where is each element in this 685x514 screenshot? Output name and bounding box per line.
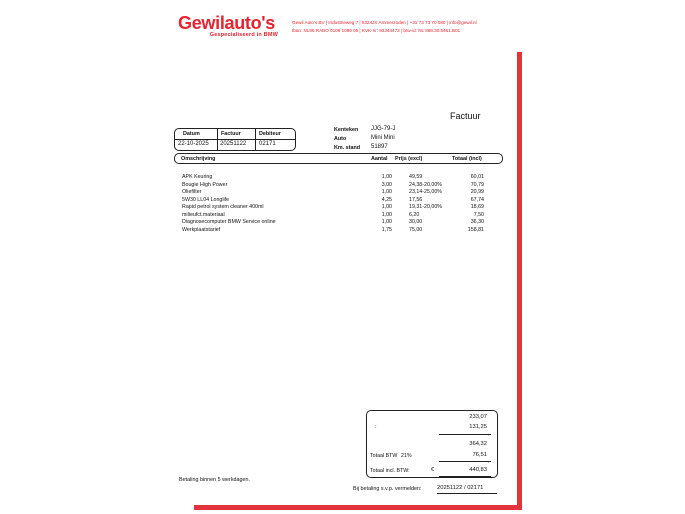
vehicle-plate-value: JJG-79-J <box>371 126 396 132</box>
vehicle-car-value: Mini Mini <box>371 135 395 141</box>
line-qty: 4,25 <box>381 196 392 203</box>
line-qty: 1,00 <box>381 219 392 225</box>
header-invoice: Factuur <box>221 131 241 137</box>
value-date: 22-10-2025 <box>178 141 209 147</box>
payment-reference-value: 20251122 / 02171 <box>437 485 484 491</box>
vehicle-car-label: Auto <box>334 136 347 142</box>
line-price: 24,38-20,00% <box>409 181 442 188</box>
line-total: 70,79 <box>470 181 484 188</box>
totals-row2-label: : <box>375 424 377 430</box>
totals-vat-label: Totaal BTW <box>370 453 398 459</box>
reference-underline <box>437 493 497 494</box>
totals-subtotal: 364,32 <box>469 441 487 447</box>
red-border-bottom <box>194 505 522 510</box>
company-bank-line: Iban: NL86 RABO 0106 1089 05 | KVK-nr: 93344473 | btw-id: NL 866.30.5461.B01 <box>292 28 461 33</box>
line-total: 7,50 <box>473 211 484 218</box>
company-address-line: Gewil Auto's BV | Industrieweg 7 | 5324JX Ammerzoden | +31 73 73 70 080 | info@gewil.nl <box>292 20 477 25</box>
totals-sum-incl: 233,07 <box>469 414 487 420</box>
line-price: 75,00 <box>409 226 423 233</box>
header-date: Datum <box>183 131 200 137</box>
line-price: 6,20 <box>409 211 420 218</box>
line-total: 60,01 <box>470 174 484 180</box>
line-total: 20,99 <box>470 189 484 195</box>
line-price: 49,59 <box>409 174 423 180</box>
col-description: Omschrijving <box>181 155 216 162</box>
col-total: Totaal (incl) <box>452 155 482 162</box>
totals-vat-value: 76,51 <box>472 452 487 458</box>
line-qty: 1,00 <box>381 174 392 180</box>
payment-reference-label: Bij betaling s.v.p. vermelden: <box>353 486 422 492</box>
totals-grand-label: Totaal incl. BTW: <box>370 468 410 474</box>
payment-terms: Betaling binnen 5 werkdagen. <box>179 477 251 483</box>
totals-grand-value: 440,83 <box>469 467 487 473</box>
line-price: 23,14-25,00% <box>409 189 442 195</box>
line-description: 5W30 LL04 Longlife <box>182 196 230 203</box>
line-description: Werkplaatstarief <box>182 226 221 233</box>
line-price: 19,31-20,00% <box>409 204 442 210</box>
line-qty: 1,00 <box>381 189 392 195</box>
line-description: Rapid petrol system cleaner 400ml <box>182 204 264 210</box>
line-qty: 1,00 <box>381 204 392 210</box>
line-price: 17,56 <box>409 196 423 203</box>
totals-row2-value: 131,25 <box>469 424 487 430</box>
logo-name: Gewilauto's <box>178 13 276 33</box>
line-description: APK Keuring <box>182 174 213 180</box>
line-description: Diagnosecomputer BMW Service online <box>182 219 276 225</box>
invoice-info-box <box>174 128 296 151</box>
line-qty: 1,75 <box>381 226 392 233</box>
col-price: Prijs (excl) <box>395 155 423 162</box>
line-total: 36,30 <box>470 219 484 225</box>
vehicle-plate-label: Kenteken <box>334 127 359 133</box>
line-qty: 1,00 <box>381 211 392 218</box>
company-logo <box>178 14 278 39</box>
line-description: Oliefilter <box>182 189 202 195</box>
line-total: 158,81 <box>467 226 484 233</box>
table-header-bar <box>174 153 503 164</box>
line-price: 30,00 <box>409 219 423 225</box>
line-description: Bougie High Power <box>182 181 228 188</box>
totals-currency: € <box>431 467 435 473</box>
totals-vat-rate: 21% <box>401 453 412 459</box>
line-total: 67,74 <box>470 196 484 203</box>
line-description: milieufct.materiaal <box>182 211 225 218</box>
header-debtor: Debiteur <box>259 131 281 137</box>
line-total: 18,69 <box>470 204 484 210</box>
document-title: Factuur <box>450 111 481 121</box>
vehicle-km-label: Km. stand <box>334 145 361 151</box>
totals-box: 233,07 : 131,25 - 364,32 Totaal BTW 21% 76,51 - Totaal incl. BTW: € 440,83 <box>366 410 498 478</box>
red-border-right <box>517 52 522 506</box>
vehicle-km-value: 51897 <box>371 144 388 150</box>
logo-tagline: Gespecialiseerd in BMW <box>209 32 278 38</box>
value-debtor: 02171 <box>259 141 276 147</box>
value-invoice: 20251122 <box>220 141 247 147</box>
line-qty: 3,00 <box>381 181 392 188</box>
col-qty: Aantal <box>371 155 388 162</box>
